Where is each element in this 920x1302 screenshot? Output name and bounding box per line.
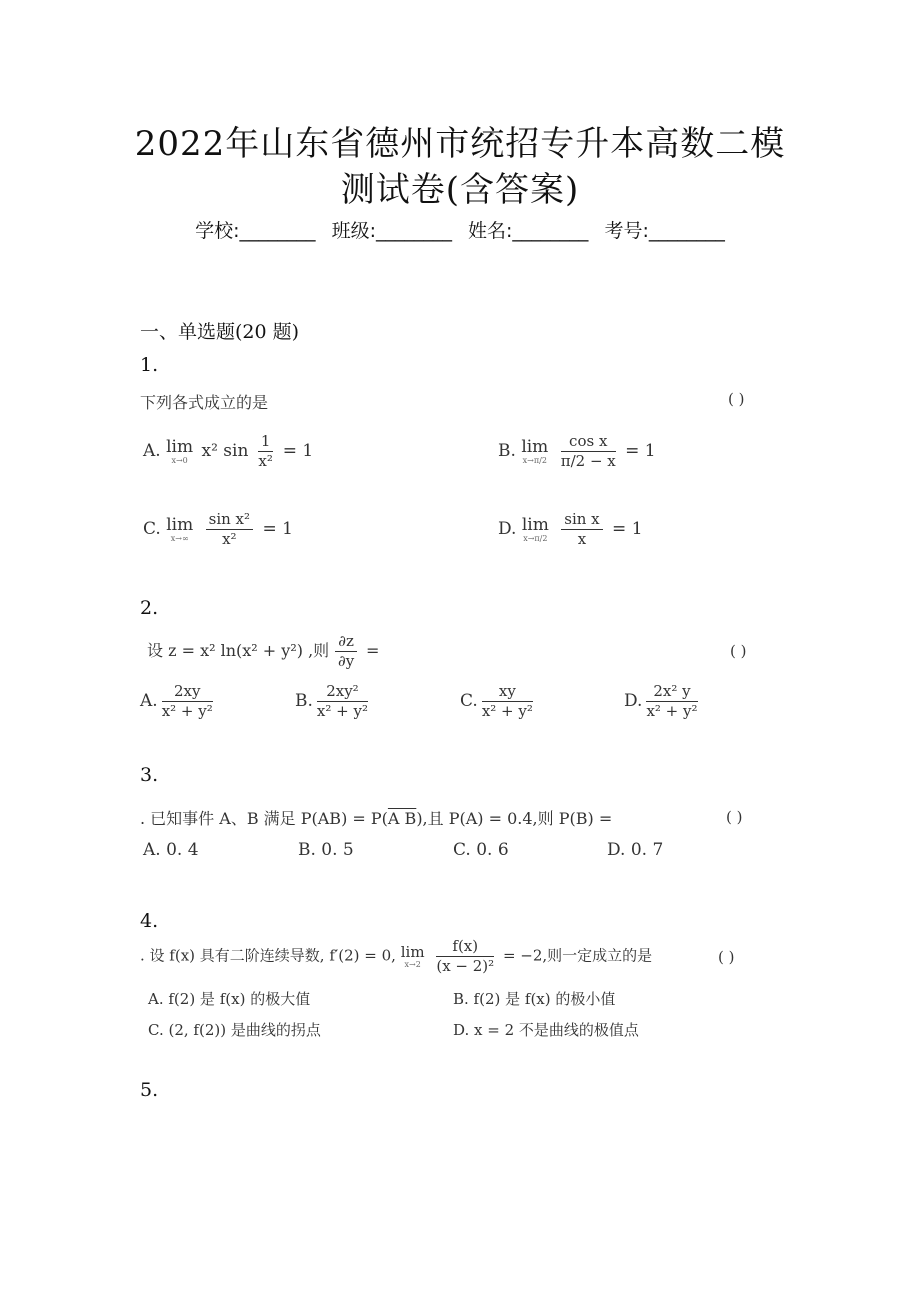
lim-subscript: x→π/2 (523, 533, 548, 543)
fraction-denominator: x² + y² (481, 701, 533, 720)
option-label: C. (143, 518, 161, 539)
name-field: 姓名:________ (468, 220, 589, 242)
fraction-numerator: 1 (258, 432, 274, 452)
lim-subscript: x→∞ (170, 533, 189, 543)
question-3-answer-paren: ( ) (726, 808, 743, 826)
fraction-denominator: x² (222, 529, 237, 548)
stem-pre: . 设 f(x) 具有二阶连续导数, f′(2) = 0, (140, 946, 396, 965)
page-title-line-1: 2022年山东省德州市统招专升本高数二模 (134, 124, 786, 164)
fraction-denominator: x² + y² (646, 701, 698, 720)
option-post: = 1 (612, 518, 643, 539)
question-1-answer-paren: ( ) (728, 390, 745, 408)
fraction-denominator: ∂y (337, 651, 355, 670)
question-4-option-c: C. (2, f(2)) 是曲线的拐点 (148, 1021, 321, 1039)
stem-pre: 设 z = x² ln(x² + y²) ,则 (147, 640, 330, 660)
question-3-stem (140, 806, 612, 829)
lim-symbol: lim (521, 514, 549, 535)
stem-post: = (366, 640, 380, 660)
question-3-option-d: D. 0. 7 (607, 840, 664, 860)
stem-post: ),且 P(A) = 0.4,则 P(B) = (416, 809, 613, 828)
fraction-denominator: x² (258, 451, 273, 470)
question-4-option-d: D. x = 2 不是曲线的极值点 (453, 1021, 639, 1039)
question-3-option-b: B. 0. 5 (298, 840, 354, 860)
question-1-option-b (498, 432, 656, 471)
question-3-option-c: C. 0. 6 (453, 840, 509, 860)
class-field: 班级:________ (331, 220, 452, 242)
question-4-stem (140, 937, 652, 976)
exam-number-field: 考号:________ (604, 220, 725, 242)
fraction-numerator: cos x (561, 432, 616, 452)
question-4-option-b: B. f(2) 是 f(x) 的极小值 (453, 990, 616, 1008)
school-field: 学校:________ (195, 220, 316, 242)
option-label: B. (295, 690, 313, 711)
lim-subscript: x→0 (171, 455, 188, 465)
question-4-option-a: A. f(2) 是 f(x) 的极大值 (148, 990, 311, 1008)
stem-post: = −2,则一定成立的是 (502, 946, 653, 965)
question-2-stem (147, 632, 379, 671)
lim-symbol: lim (166, 514, 194, 535)
lim-symbol: lim (400, 943, 425, 961)
lim-subscript: x→π/2 (522, 455, 547, 465)
option-label: A. (140, 690, 158, 711)
page-title-line-2: 测试卷(含答案) (340, 170, 580, 210)
question-3-number: 3. (140, 764, 159, 786)
section-title: 一、单选题(20 题) (140, 321, 300, 343)
question-3-option-a: A. 0. 4 (143, 840, 199, 860)
option-post: = 1 (625, 440, 656, 461)
fraction-numerator: sin x (561, 510, 602, 530)
question-5-number: 5. (140, 1079, 159, 1101)
fraction-denominator: x (577, 529, 587, 548)
option-post: = 1 (262, 518, 293, 539)
lim-subscript: x→2 (404, 959, 421, 969)
lim-symbol: lim (166, 436, 194, 457)
question-1-stem: 下列各式成立的是 (140, 393, 269, 412)
question-2-option-d (624, 682, 702, 721)
question-1-number: 1. (140, 354, 159, 376)
student-info-fields (0, 216, 920, 243)
option-label: D. (624, 690, 643, 711)
stem-overline-events: A B (387, 809, 417, 828)
fraction-numerator: sin x² (206, 510, 253, 530)
fraction-numerator: ∂z (335, 632, 357, 652)
question-2-option-a (140, 682, 217, 721)
option-label: B. (498, 440, 516, 461)
fraction-numerator: 2xy (162, 682, 213, 702)
question-1-option-d (498, 510, 643, 549)
fraction-denominator: (x − 2)² (436, 956, 495, 975)
fraction-numerator: f(x) (436, 937, 494, 957)
option-label: C. (460, 690, 478, 711)
fraction-numerator: xy (482, 682, 533, 702)
question-1-option-a (143, 432, 313, 471)
question-2-number: 2. (140, 597, 159, 619)
option-label: D. (498, 518, 517, 539)
lim-symbol: lim (521, 436, 549, 457)
stem-pre: . 已知事件 A、B 满足 P(AB) = P( (140, 809, 388, 828)
fraction-denominator: π/2 − x (560, 451, 616, 470)
question-1-option-c (143, 510, 293, 549)
fraction-denominator: x² + y² (316, 701, 368, 720)
question-4-number: 4. (140, 910, 159, 932)
option-post: = 1 (282, 440, 314, 461)
option-pre: x² sin (201, 440, 249, 461)
fraction-numerator: 2xy² (317, 682, 368, 702)
question-2-option-b (295, 682, 372, 721)
fraction-denominator: x² + y² (161, 701, 213, 720)
question-2-option-c (460, 682, 537, 721)
option-label: A. (143, 440, 161, 461)
question-2-answer-paren: ( ) (730, 642, 747, 660)
question-4-answer-paren: ( ) (718, 948, 735, 966)
fraction-numerator: 2x² y (646, 682, 697, 702)
